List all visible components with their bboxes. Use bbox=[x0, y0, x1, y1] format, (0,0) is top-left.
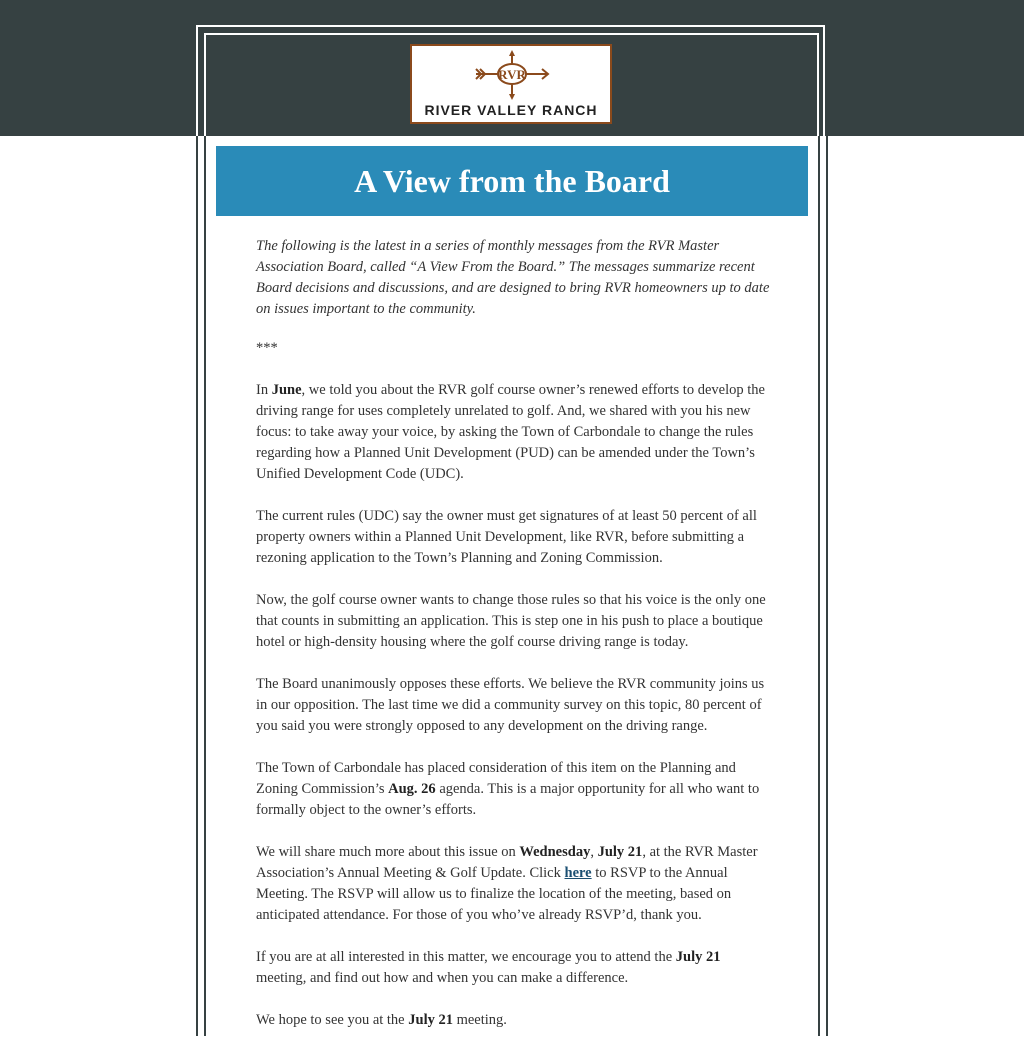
separator: *** bbox=[256, 340, 278, 356]
article-body bbox=[256, 236, 772, 1052]
logo-text: RIVER VALLEY RANCH bbox=[424, 102, 598, 118]
compass-arrow-icon bbox=[472, 50, 552, 100]
river-valley-ranch-logo[interactable] bbox=[410, 44, 612, 124]
paragraph-owner-plan: Now, the golf course owner wants to change those rules so that his voice is the only one that counts in submitting an application. This is step one in his push to place a boutique hotel or high-density housing where the golf course driving range is today. bbox=[256, 592, 766, 650]
title-banner bbox=[216, 146, 808, 216]
paragraph-current-rules: The current rules (UDC) say the owner must get signatures of at least 50 percent of all property owners within a Planned Unit Development, like RVR, before submitting a rezoning application to the Town’s Planning and Zoning Commission. bbox=[256, 508, 757, 566]
paragraph-aug-26: The Town of Carbondale has placed consideration of this item on the Planning and Zoning Commission’s Aug. 26 agenda. This is a major opportunity for all who want to formally object to the owner’s efforts. bbox=[256, 760, 760, 818]
page-title: A View from the Board bbox=[354, 162, 670, 199]
paragraph-annual-meeting: We will share much more about this issue on Wednesday, July 21, at the RVR Master Association’s Annual Meeting & Golf Update. Click here to RSVP to the Annual Meeting. The RSVP will allow us to finalize the location of the meeting, based on anticipated attendance. For those of you who’ve already RSVP’d, thank you. bbox=[256, 844, 758, 923]
paragraph-encourage: If you are at all interested in this matter, we encourage you to attend the July 21 meeting, and find out how and when you can make a difference. bbox=[256, 949, 721, 986]
paragraph-closing: We hope to see you at the July 21 meeting. bbox=[256, 1012, 507, 1028]
rsvp-link[interactable]: here bbox=[564, 865, 592, 881]
logo-monogram: RVR bbox=[498, 67, 526, 82]
intro-paragraph: The following is the latest in a series of monthly messages from the RVR Master Association Board, called “A View From the Board.” The messages summarize recent Board decisions and discussions, and are designed to bring RVR homeowners up to date on issues important to the community. bbox=[256, 238, 770, 317]
paragraph-board-opposes: The Board unanimously opposes these efforts. We believe the RVR community joins us in our opposition. The last time we did a community survey on this topic, 80 percent of you said you were strongly opposed to any development on the driving range. bbox=[256, 676, 765, 734]
paragraph-june: In June, we told you about the RVR golf course owner’s renewed efforts to develop the driving range for uses completely unrelated to golf. And, we shared with you his new focus: to take away your voice, by asking the Town of Carbondale to change the rules regarding how a Planned Unit Development (PUD) can be amended under the Town’s Unified Development Code (UDC). bbox=[256, 382, 765, 482]
